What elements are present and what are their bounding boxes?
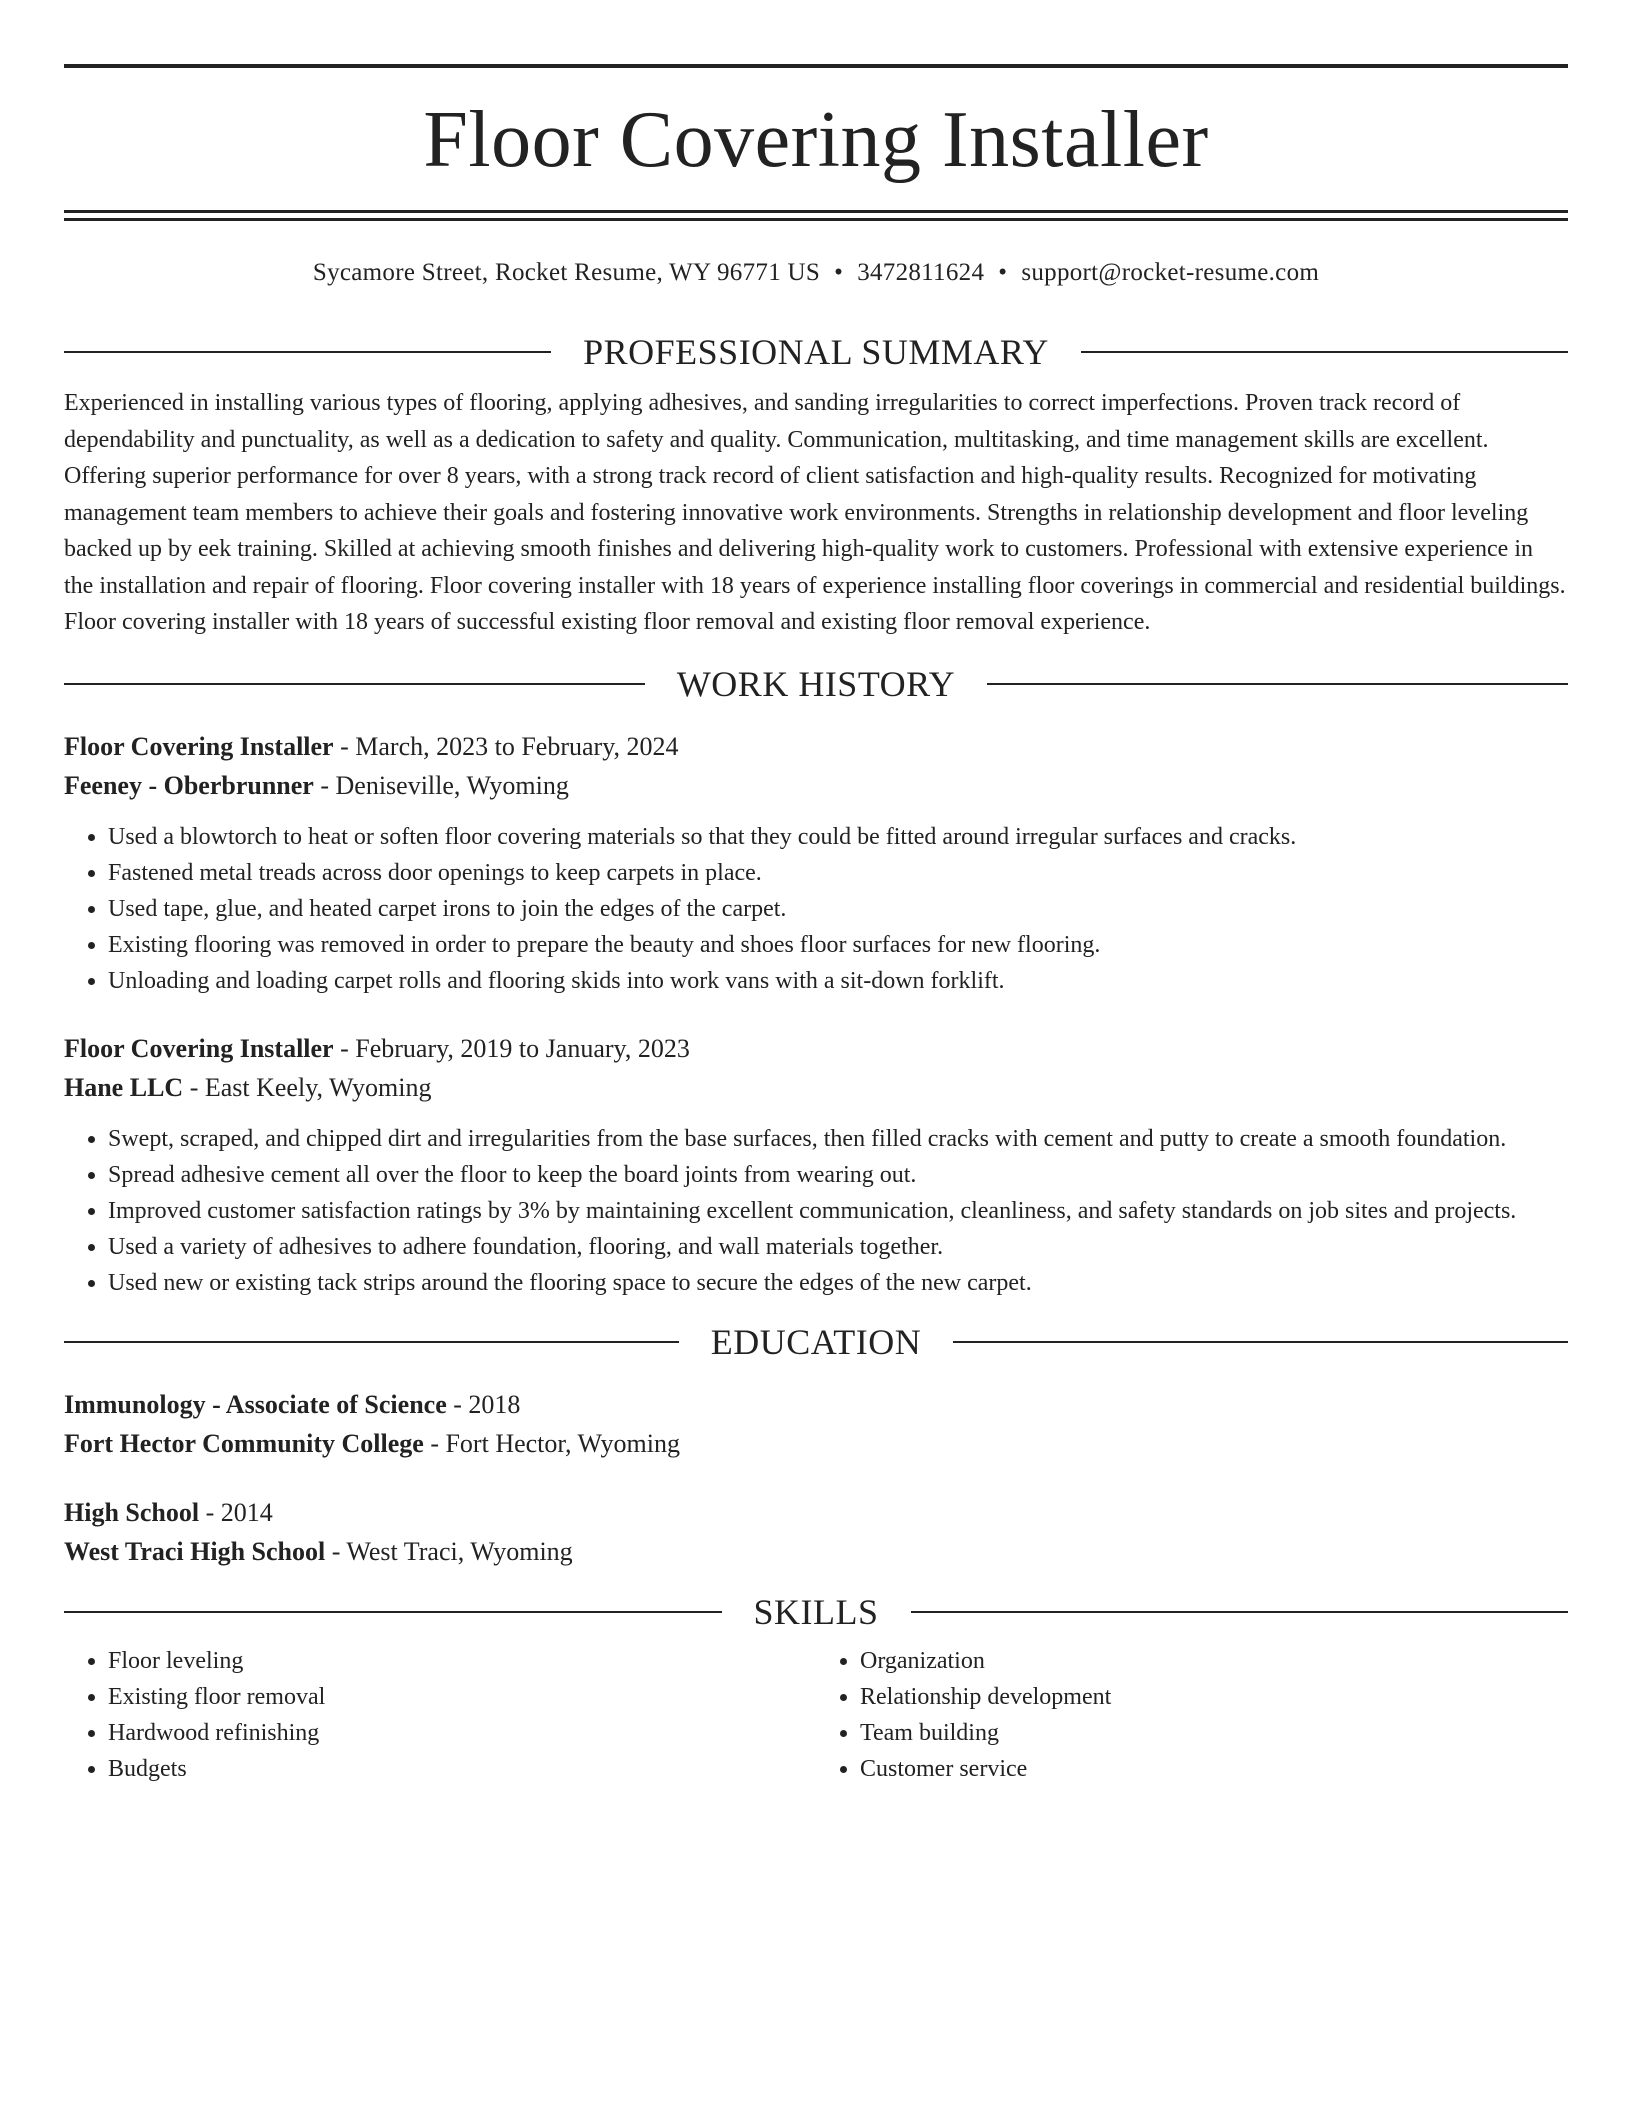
contact-separator: • — [998, 259, 1008, 286]
job-dates: - March, 2023 to February, 2024 — [333, 731, 679, 761]
list-item: • Used a blowtorch to heat or soften floor covering materials so that they could be fitted around irregular surfaces and cracks. — [108, 819, 1568, 855]
section-title: PROFESSIONAL SUMMARY — [583, 332, 1049, 372]
list-item: • Improved customer satisfaction ratings by 3% by maintaining excellent communication, cleanliness, and safety standards on job sites and projects. — [108, 1193, 1568, 1229]
skill-item: • Existing floor removal — [108, 1679, 816, 1715]
job-company-line — [64, 766, 1568, 805]
school-line — [64, 1424, 1568, 1463]
job-location: - Deniseville, Wyoming — [313, 770, 569, 800]
skill-item: • Hardwood refinishing — [108, 1715, 816, 1751]
skill-item: • Budgets — [108, 1751, 816, 1787]
job-entry — [64, 727, 1568, 999]
skills-list-left — [64, 1643, 816, 1787]
list-item: • Fastened metal treads across door openings to keep carpets in place. — [108, 855, 1568, 891]
list-item: • Spread adhesive cement all over the floor to keep the board joints from wearing out. — [108, 1157, 1568, 1193]
list-item: • Existing flooring was removed in order to prepare the beauty and shoes floor surfaces for new flooring. — [108, 927, 1568, 963]
heading-rule-left — [64, 1611, 722, 1613]
page-title: Floor Covering Installer — [423, 96, 1209, 184]
school-location: - Fort Hector, Wyoming — [423, 1428, 680, 1458]
job-dates: - February, 2019 to January, 2023 — [333, 1033, 690, 1063]
degree: High School — [64, 1497, 200, 1527]
list-item: • Used tape, glue, and heated carpet irons to join the edges of the carpet. — [108, 891, 1568, 927]
section-title: EDUCATION — [710, 1321, 922, 1362]
section-heading-education — [64, 1321, 1568, 1363]
heading-rule-right — [1081, 351, 1568, 353]
contact-phone: 3472811624 — [857, 259, 985, 286]
job-company: Feeney - Oberbrunner — [64, 770, 314, 800]
skill-item: • Relationship development — [860, 1679, 1568, 1715]
school: West Traci High School — [64, 1536, 326, 1566]
skills-list-right — [816, 1643, 1568, 1787]
school-line — [64, 1532, 1568, 1571]
job-bullets — [64, 819, 1568, 999]
degree: Immunology - Associate of Science — [64, 1389, 447, 1419]
skill-item: • Customer service — [860, 1751, 1568, 1787]
job-entry — [64, 1029, 1568, 1301]
contact-email: support@rocket-resume.com — [1021, 259, 1320, 286]
section-title: WORK HISTORY — [676, 663, 956, 704]
job-title-line — [64, 727, 1568, 766]
section-title: SKILLS — [753, 1591, 879, 1632]
heading-rule-right — [911, 1611, 1569, 1613]
school-location: - West Traci, Wyoming — [325, 1536, 573, 1566]
heading-rule-right — [987, 683, 1568, 685]
contact-separator: • — [834, 259, 844, 286]
summary-text: Experienced in installing various types of flooring, applying adhesives, and sanding irregularities to correct imperfections. Proven track record of dependability and punctuality, as well as a dedication to safety and quality. Communication, multitasking, and time management skills are excellent. Offering superior performance for over 8 years, with a strong track record of client satisfaction and high-quality results. Recognized for motivating management team members to achieve their goals and fostering innovative work environments. Strengths in relationship development and floor leveling backed up by eek training. Skilled at achieving smooth finishes and delivering high-quality work to customers. Professional with extensive experience in the installation and repair of flooring. Floor covering installer with 18 years of experience installing floor coverings in commercial and residential buildings. Floor covering installer with 18 years of successful existing floor removal and existing floor removal experience. — [64, 390, 1566, 635]
job-company: Hane LLC — [64, 1072, 184, 1102]
job-location: - East Keely, Wyoming — [183, 1072, 432, 1102]
heading-rule-right — [953, 1341, 1568, 1343]
list-item: • Used a variety of adhesives to adhere foundation, flooring, and wall materials together. — [108, 1229, 1568, 1265]
job-company-line — [64, 1068, 1568, 1107]
job-title: Floor Covering Installer — [64, 731, 334, 761]
heading-rule-left — [64, 683, 645, 685]
contact-address: Sycamore Street, Rocket Resume, WY 96771 US — [312, 259, 821, 286]
education-entry — [64, 1385, 1568, 1463]
section-heading-work — [64, 663, 1568, 705]
degree-line — [64, 1493, 1568, 1532]
list-item: • Used new or existing tack strips around the flooring space to secure the edges of the new carpet. — [108, 1265, 1568, 1301]
degree-line — [64, 1385, 1568, 1424]
school: Fort Hector Community College — [64, 1428, 424, 1458]
job-title: Floor Covering Installer — [64, 1033, 334, 1063]
list-item: • Swept, scraped, and chipped dirt and irregularities from the base surfaces, then filled cracks with cement and putty to create a smooth foundation. — [108, 1121, 1568, 1157]
education-entry — [64, 1493, 1568, 1571]
section-heading-skills — [64, 1591, 1568, 1633]
heading-rule-left — [64, 1341, 679, 1343]
list-item: • Unloading and loading carpet rolls and flooring skids into work vans with a sit-down forklift. — [108, 963, 1568, 999]
section-heading-summary — [64, 331, 1568, 373]
contact-line — [64, 259, 1568, 287]
job-title-line — [64, 1029, 1568, 1068]
skills-columns — [64, 1643, 1568, 1787]
heading-rule-left — [64, 351, 551, 353]
degree-year: - 2018 — [446, 1389, 521, 1419]
skill-item: • Floor leveling — [108, 1643, 816, 1679]
job-bullets — [64, 1121, 1568, 1301]
resume-page — [64, 64, 1568, 1787]
header-bottom-rule-2 — [64, 218, 1568, 221]
degree-year: - 2014 — [199, 1497, 273, 1527]
skill-item: • Organization — [860, 1643, 1568, 1679]
skill-item: • Team building — [860, 1715, 1568, 1751]
